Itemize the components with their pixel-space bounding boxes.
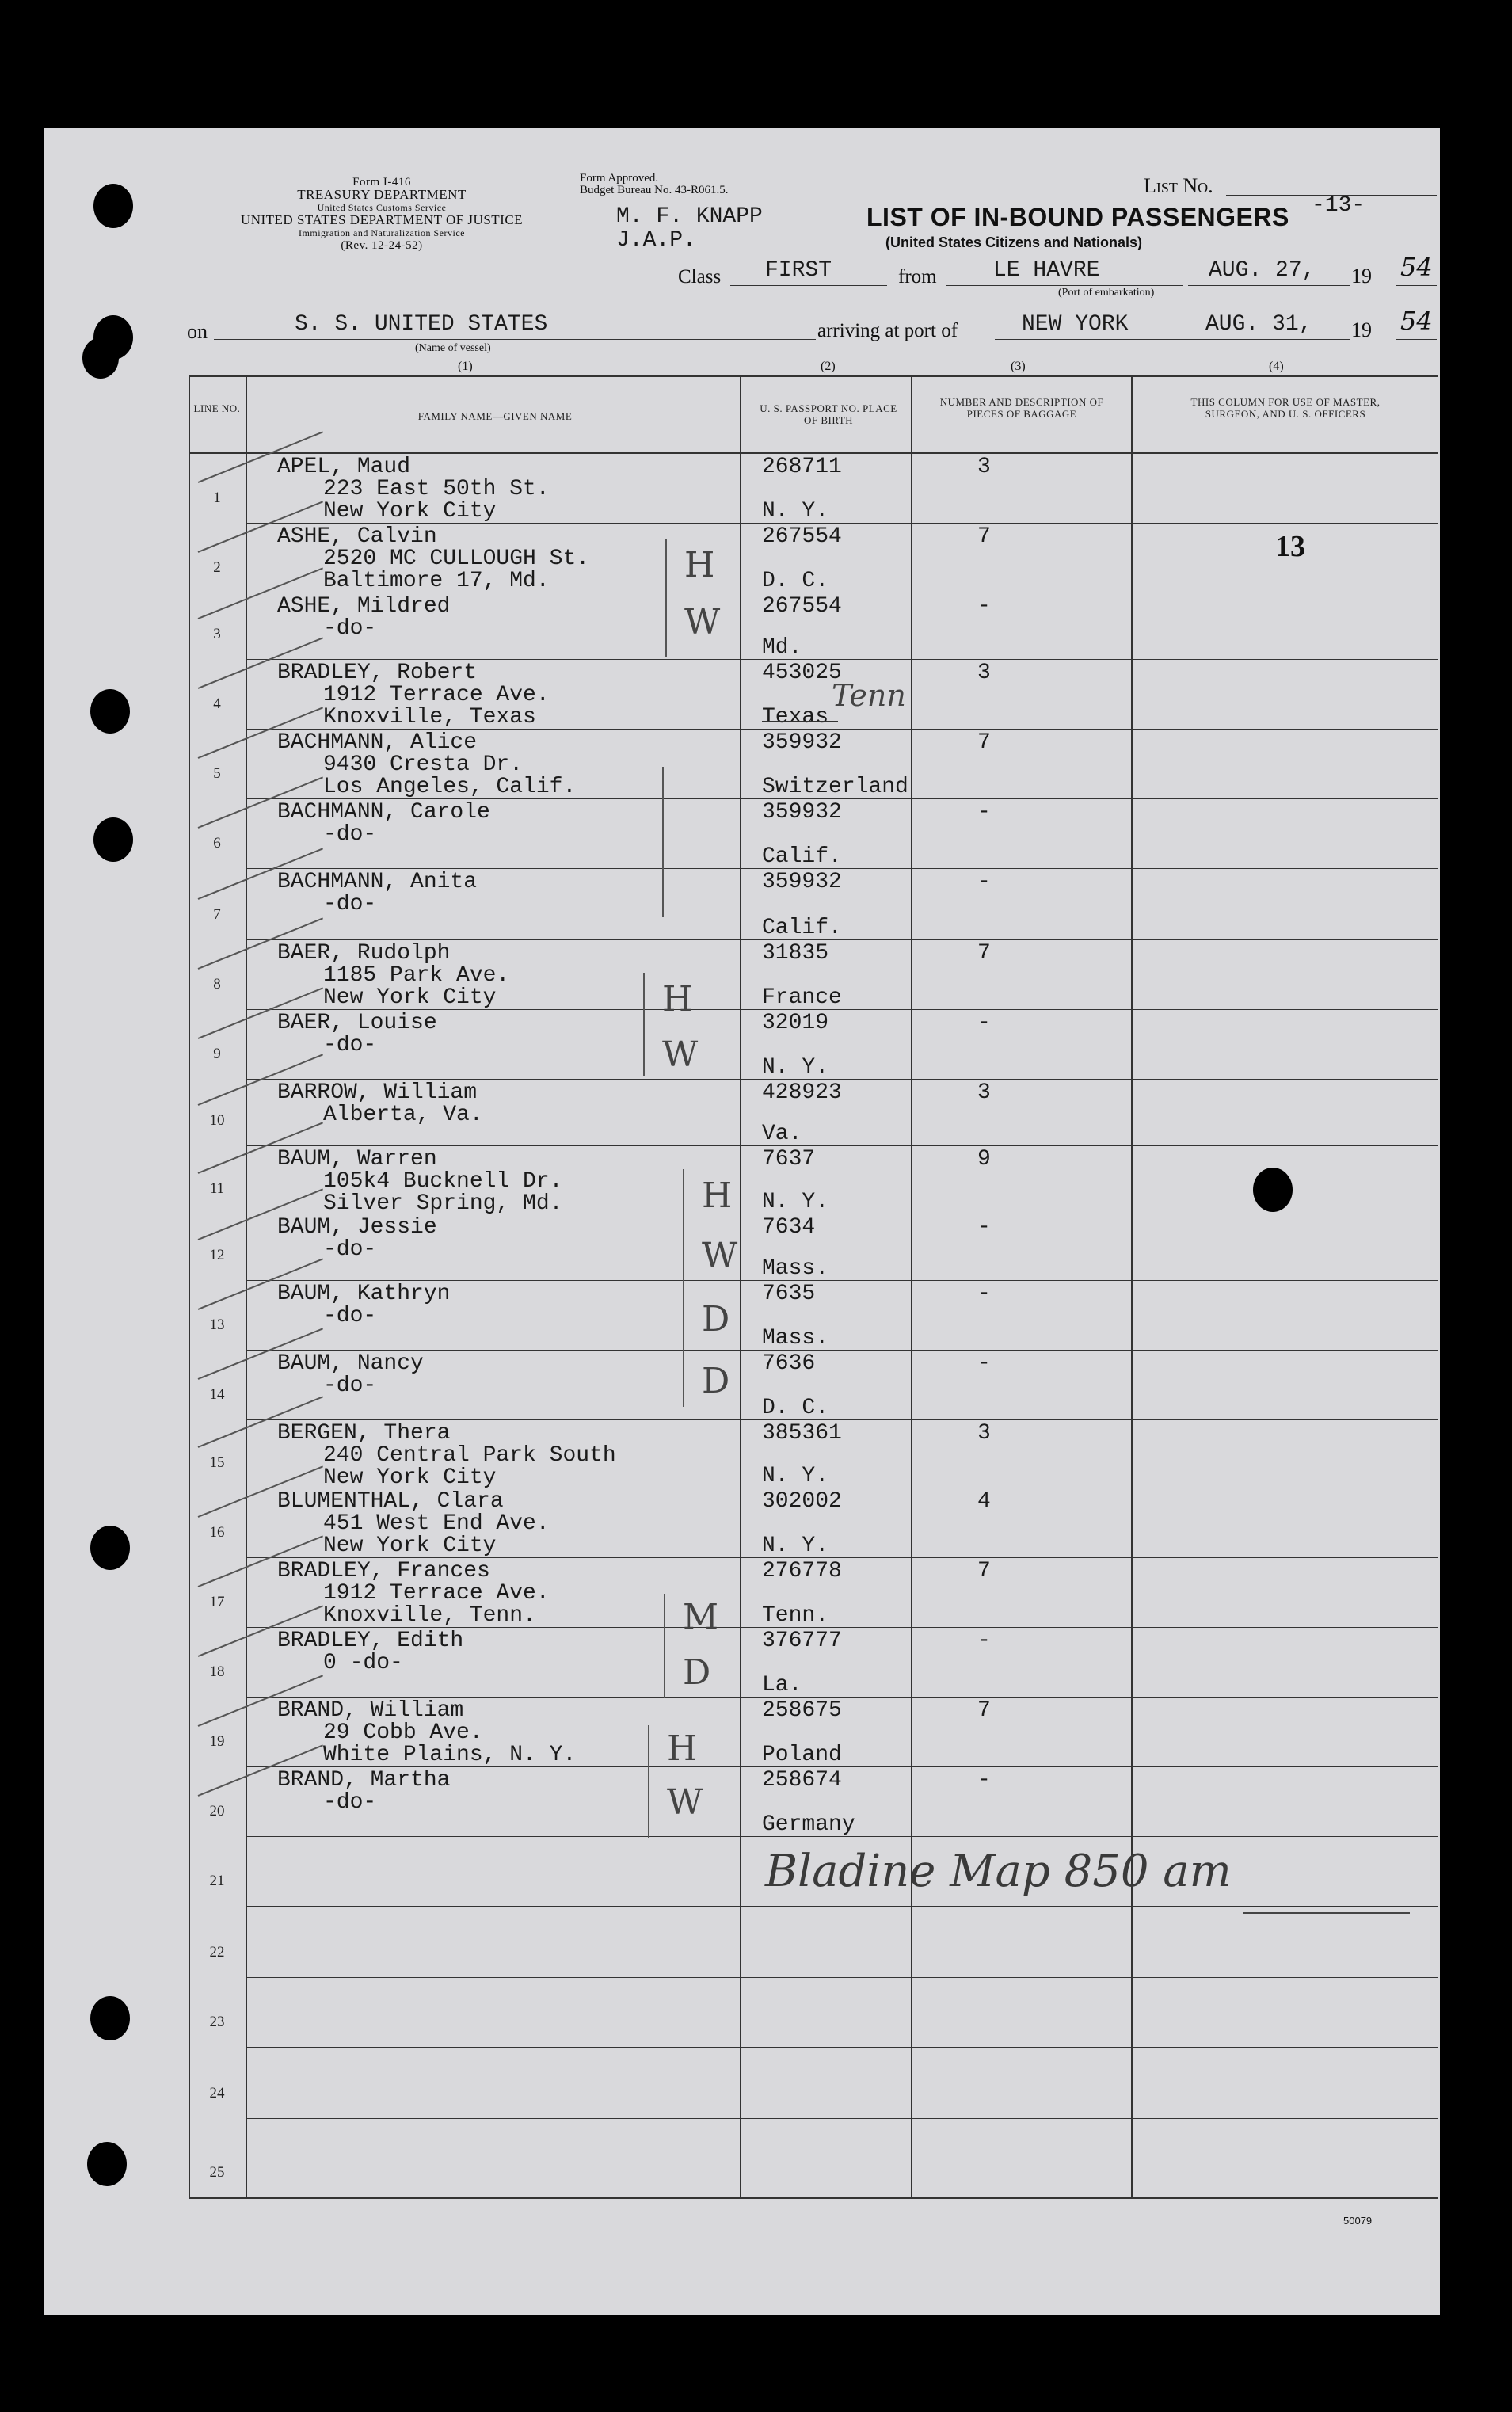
header-passport: U. S. PASSPORT NO. PLACE OF BIRTH [760,402,897,426]
birthplace-correction: Tenn [832,678,906,713]
address-line-1: 1185 Park Ave. [323,963,510,988]
address-line-1: 29 Cobb Ave. [323,1720,483,1745]
class-value: FIRST [765,258,832,283]
address-line-1: -do- [323,892,377,916]
family-relation-mark: W [702,1236,738,1276]
place-of-birth: La. [762,1673,802,1698]
baggage-count: 7 [977,730,991,755]
address-line-1: -do- [323,1304,377,1328]
row-divider [246,1280,1438,1281]
address-line-2: White Plains, N. Y. [323,1743,577,1767]
col-divider-passport [911,375,912,2197]
vessel-caption: (Name of vessel) [415,342,491,354]
address-line-1: 1912 Terrace Ave. [323,1581,550,1606]
approval-text [580,173,728,196]
place-of-birth: Mass. [762,1256,829,1281]
depart-year-prefix: 19 [1351,265,1372,288]
family-relation-mark: D [702,1299,730,1339]
family-relation-mark: W [667,1782,703,1823]
bottom-note-underline [1243,1912,1410,1914]
address-line-2: New York City [323,1534,497,1558]
line-number: 5 [213,765,221,782]
from-label: from [898,266,937,288]
place-of-birth: Va. [762,1122,802,1146]
baggage-count: - [977,1768,991,1793]
header-name: FAMILY NAME—GIVEN NAME [417,410,573,422]
line-number: 20 [209,1803,225,1819]
baggage-count: - [977,594,991,619]
address-line-2: Silver Spring, Md. [323,1191,563,1216]
passenger-name: BRAND, William [277,1698,464,1723]
passenger-name: BAER, Rudolph [277,941,451,966]
col-number-1: (1) [458,360,473,373]
punch-hole [90,689,130,734]
punch-hole [82,337,119,379]
place-of-birth: Switzerland [762,775,908,799]
line-number: 8 [213,976,221,993]
address-line-1: Alberta, Va. [323,1103,483,1127]
col-number-4: (4) [1269,360,1284,373]
punch-hole [87,2142,127,2186]
line-number: 7 [213,906,221,923]
class-label: Class [678,266,722,288]
baggage-count: - [977,870,991,894]
on-label: on [187,320,208,343]
arrival-date: AUG. 31, [1205,312,1312,337]
baggage-count: 7 [977,1559,991,1583]
address-line-1: 0 -do- [323,1651,403,1675]
address-line-1: -do- [323,822,377,847]
family-relation-mark: W [684,602,721,642]
family-relation-mark: H [684,545,715,585]
family-relation-mark: M [683,1597,719,1637]
line-number: 15 [209,1454,225,1471]
passenger-name: BRADLEY, Robert [277,661,478,685]
page-title: LIST OF IN-BOUND PASSENGERS [866,203,1289,231]
handwritten-bottom-note: Bladine Map 850 am [765,1846,1232,1897]
passport-number: 385361 [762,1421,842,1446]
address-line-2: Los Angeles, Calif. [323,775,577,799]
punch-hole [93,184,133,228]
row-divider [246,659,1438,660]
punch-hole [90,1996,130,2040]
line-number: 9 [213,1046,221,1062]
line-number: 23 [209,2014,225,2030]
line-number: 21 [209,1873,225,1889]
table-top-border [189,375,1438,377]
group-bracket [683,1169,684,1407]
address-line-1: 240 Central Park South [323,1443,616,1468]
col-divider-line [246,375,247,2197]
manifest-page [44,128,1440,2315]
address-line-1: -do- [323,1033,377,1057]
class-line [730,285,887,286]
row-divider [246,2118,1438,2119]
place-of-birth: D. C. [762,569,829,593]
passport-number: 7635 [762,1282,816,1306]
address-line-2: Baltimore 17, Md. [323,569,550,593]
baggage-count: 3 [977,455,991,479]
address-line-1: -do- [323,616,377,641]
punch-hole [90,1526,130,1570]
arrival-year-prefix: 19 [1351,318,1372,341]
place-of-birth: Mass. [762,1326,829,1351]
col-number-2: (2) [821,360,836,373]
passport-number: 7636 [762,1351,816,1376]
line-number: 18 [209,1663,225,1680]
passenger-name: ASHE, Calvin [277,524,437,549]
arrival-port: NEW YORK [1022,312,1129,337]
approval-line1: Form Approved. [580,172,659,185]
passenger-name: BRADLEY, Edith [277,1629,464,1653]
arrival-year-line [1396,339,1437,340]
family-relation-mark: H [702,1176,733,1216]
address-line-1: 451 West End Ave. [323,1511,550,1536]
row-divider [246,1145,1438,1146]
passport-number: 7634 [762,1215,816,1240]
address-line-1: -do- [323,1374,377,1398]
passenger-name: ASHE, Mildred [277,594,451,619]
header-officers: THIS COLUMN FOR USE OF MASTER, SURGEON, AND U. S. OFFICERS [1190,396,1381,420]
header-line-no: LINE NO. [193,402,241,414]
passenger-name: BERGEN, Thera [277,1421,451,1446]
place-of-birth: N. Y. [762,1534,829,1558]
baggage-count: 3 [977,1080,991,1105]
group-bracket [643,973,645,1076]
place-of-birth: N. Y. [762,1464,829,1488]
line-number: 4 [213,695,221,712]
customs-service: United States Customs Service [317,202,447,213]
place-of-birth: Calif. [762,916,842,940]
address-line-1: 105k4 Bucknell Dr. [323,1169,563,1194]
arrival-year: 54 [1400,306,1433,336]
vessel-name: S. S. UNITED STATES [295,312,548,337]
row-divider [246,1350,1438,1351]
row-divider [246,939,1438,940]
place-of-birth: France [762,985,842,1010]
passenger-name: BLUMENTHAL, Clara [277,1489,504,1514]
address-line-2: Knoxville, Tenn. [323,1603,536,1628]
passport-number: 428923 [762,1080,842,1105]
arriving-label: arriving at port of [817,320,958,341]
passenger-name: BAER, Louise [277,1011,437,1035]
row-divider [246,868,1438,869]
baggage-count: 7 [977,524,991,549]
departure-year: 54 [1400,252,1433,282]
passport-number: 7637 [762,1147,816,1172]
col-divider-name [740,375,741,2197]
family-relation-mark: H [667,1728,698,1769]
strikethrough [762,721,838,722]
place-of-birth: Germany [762,1812,855,1837]
row-divider [246,2047,1438,2048]
family-relation-mark: W [662,1035,699,1075]
line-number: 6 [213,835,221,852]
form-code: 50079 [1343,2215,1373,2227]
group-bracket [664,1594,665,1698]
passport-number: 453025 [762,661,842,685]
depart-date-line [1188,285,1350,286]
place-of-birth: D. C. [762,1396,829,1420]
punch-hole [93,817,133,862]
passport-number: 258674 [762,1768,842,1793]
line-number: 12 [209,1247,225,1263]
line-number: 2 [213,559,221,576]
baggage-count: - [977,1351,991,1376]
group-bracket [662,767,664,917]
address-line-2: New York City [323,1465,497,1490]
passport-number: 31835 [762,941,829,966]
passenger-name: BACHMANN, Alice [277,730,478,755]
place-of-birth: N. Y. [762,1055,829,1080]
baggage-count: - [977,1629,991,1653]
ins-service: Immigration and Naturalization Service [299,227,465,238]
group-bracket [648,1725,649,1838]
group-bracket [665,539,667,657]
family-relation-mark: D [702,1361,730,1401]
baggage-count: 9 [977,1147,991,1172]
departure-date: AUG. 27, [1209,258,1316,283]
col-divider-baggage [1131,375,1133,2197]
place-of-birth: Md. [762,635,802,660]
row-divider [246,1419,1438,1420]
line-number: 10 [209,1112,225,1129]
baggage-count: 3 [977,1421,991,1446]
officer-note: 13 [1275,530,1305,563]
row-divider [246,1079,1438,1080]
baggage-count: - [977,1282,991,1306]
line-number: 11 [209,1180,225,1197]
passport-number: 268711 [762,455,842,479]
embark-line [946,285,1183,286]
passport-number: 302002 [762,1489,842,1514]
address-line-2: Knoxville, Texas [323,705,536,730]
address-line-1: 223 East 50th St. [323,477,550,501]
punch-hole [1253,1168,1293,1212]
revision-date: (Rev. 12-24-52) [341,239,423,252]
row-divider [246,1697,1438,1698]
line-number: 24 [209,2085,225,2101]
list-no-label: List No. [1144,174,1213,197]
address-line-1: 1912 Terrace Ave. [323,683,550,707]
address-line-1: 2520 MC CULLOUGH St. [323,547,590,571]
passenger-name: BACHMANN, Anita [277,870,478,894]
row-divider [246,2197,1438,2198]
form-number: Form I-416 [352,176,411,189]
list-number: -13- [1312,193,1365,218]
passenger-name: BARROW, William [277,1080,478,1105]
baggage-count: - [977,1215,991,1240]
line-number: 19 [209,1733,225,1750]
port-of-embarkation: LE HAVRE [993,258,1100,283]
officer-stamp-1: M. F. KNAPP [616,204,763,229]
place-of-birth: N. Y. [762,1190,829,1214]
table-left-border [189,375,190,2197]
passport-number: 258675 [762,1698,842,1723]
passenger-name: APEL, Maud [277,455,411,479]
line-number: 17 [209,1594,225,1610]
form-id-block [184,176,580,252]
address-line-1: 9430 Cresta Dr. [323,753,524,777]
passport-number: 267554 [762,594,842,619]
baggage-count: - [977,800,991,825]
passenger-name: BAUM, Warren [277,1147,437,1172]
row-divider [246,1906,1438,1907]
passenger-name: BRAND, Martha [277,1768,451,1793]
place-of-birth: Calif. [762,844,842,869]
baggage-count: 4 [977,1489,991,1514]
line-number: 22 [209,1944,225,1960]
baggage-count: - [977,1011,991,1035]
place-of-birth: N. Y. [762,499,829,524]
table-header-border [189,452,1438,454]
passenger-name: BRADLEY, Frances [277,1559,490,1583]
family-relation-mark: D [683,1652,711,1693]
vessel-line [214,339,816,340]
passenger-name: BAUM, Kathryn [277,1282,451,1306]
row-divider [246,1977,1438,1978]
line-number: 25 [209,2164,225,2181]
line-number: 13 [209,1317,225,1333]
passport-number: 376777 [762,1629,842,1653]
justice-dept: UNITED STATES DEPARTMENT OF JUSTICE [240,212,524,227]
arrival-port-line [995,339,1350,340]
col-number-3: (3) [1011,360,1026,373]
passport-number: 267554 [762,524,842,549]
page-subtitle: (United States Citizens and Nationals) [885,234,1143,250]
passport-number: 359932 [762,730,842,755]
address-line-2: New York City [323,499,497,524]
passenger-name: BAUM, Nancy [277,1351,424,1376]
passport-number: 32019 [762,1011,829,1035]
line-number: 3 [213,626,221,642]
passport-number: 359932 [762,870,842,894]
line-number: 16 [209,1524,225,1541]
baggage-count: 7 [977,941,991,966]
treasury-dept: TREASURY DEPARTMENT [297,187,467,202]
officer-stamp-2: J.A.P. [616,228,696,253]
family-relation-mark: H [662,979,693,1019]
passenger-name: BAUM, Jessie [277,1215,437,1240]
place-of-birth: Texas [762,705,829,730]
baggage-count: 3 [977,661,991,685]
baggage-count: 7 [977,1698,991,1723]
depart-year-line [1396,285,1437,286]
passenger-name: BACHMANN, Carole [277,800,490,825]
address-line-2: New York City [323,985,497,1010]
address-line-1: -do- [323,1790,377,1815]
passport-number: 359932 [762,800,842,825]
place-of-birth: Tenn. [762,1603,829,1628]
place-of-birth: Poland [762,1743,842,1767]
line-number: 14 [209,1386,225,1403]
approval-line2: Budget Bureau No. 43-R061.5. [580,184,729,196]
line-number: 1 [213,490,221,506]
header-baggage: NUMBER AND DESCRIPTION OF PIECES OF BAGGAGE [939,396,1104,420]
address-line-1: -do- [323,1237,377,1262]
embark-caption: (Port of embarkation) [1058,287,1155,299]
passport-number: 276778 [762,1559,842,1583]
